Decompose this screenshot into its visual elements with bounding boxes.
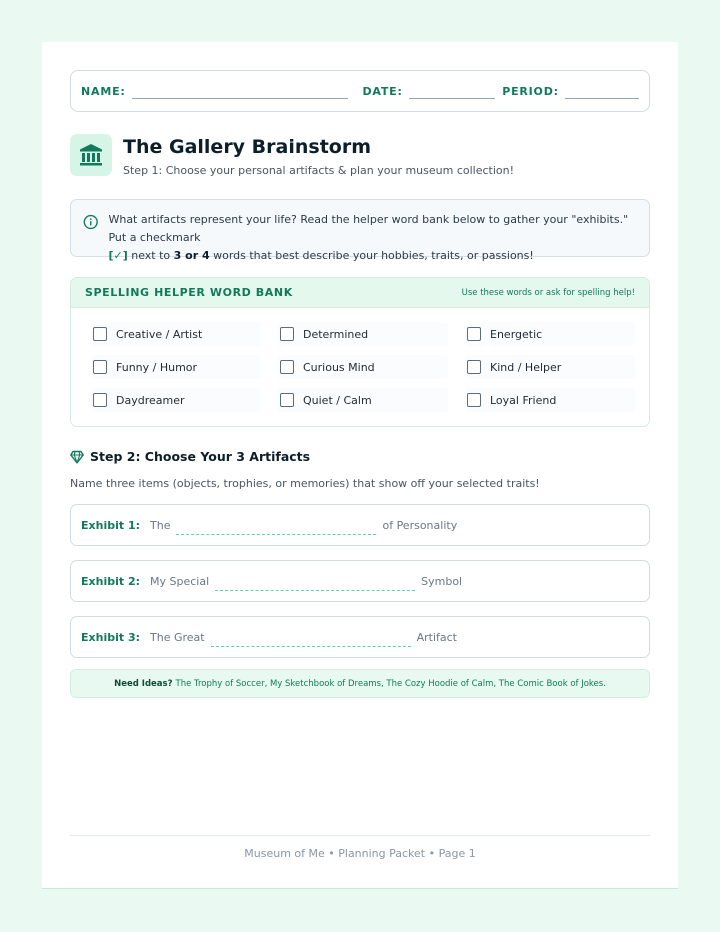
word-bank-item[interactable]	[278, 322, 448, 346]
exhibit-3-blank[interactable]	[211, 628, 411, 647]
word-bank-grid	[71, 308, 649, 426]
exhibit-label: Exhibit 3:	[81, 630, 140, 644]
name-label: NAME:	[81, 84, 126, 98]
checkbox[interactable]	[93, 360, 107, 374]
period-label: PERIOD:	[502, 84, 559, 98]
exhibit-2-blank[interactable]	[215, 572, 415, 591]
instructions-text	[108, 211, 637, 262]
word-bank-header	[71, 278, 649, 308]
checkbox[interactable]	[280, 360, 294, 374]
word-label: Funny / Humor	[116, 360, 198, 374]
word-bank-item[interactable]	[465, 355, 635, 379]
checkbox[interactable]	[280, 393, 294, 407]
page-content	[70, 70, 650, 698]
exhibit-prefix: The	[150, 518, 171, 532]
checkbox[interactable]	[93, 327, 107, 341]
checkbox[interactable]	[280, 327, 294, 341]
museum-icon	[70, 134, 112, 176]
word-bank-item[interactable]	[91, 355, 261, 379]
ideas-label: Need Ideas?	[114, 678, 173, 689]
word-label: Creative / Artist	[116, 327, 203, 341]
instructions-part3: words that best describe your hobbies, traits, or passions!	[209, 249, 534, 262]
instructions-count: 3 or 4	[173, 249, 210, 262]
word-label: Quiet / Calm	[303, 393, 372, 407]
worksheet-page	[42, 42, 678, 889]
word-bank-item[interactable]	[91, 388, 261, 412]
footer-divider	[70, 835, 650, 836]
info-icon	[83, 213, 98, 231]
word-label: Energetic	[490, 327, 543, 341]
exhibit-row	[70, 616, 650, 658]
word-bank-item[interactable]	[465, 322, 635, 346]
page-footer: Museum of Me • Planning Packet • Page 1	[244, 847, 476, 860]
instructions-part1: What artifacts represent your life? Read the helper word bank below to gather your "exhibits." Put a checkmark	[108, 213, 629, 244]
word-bank-note: Use these words or ask for spelling help!	[461, 287, 635, 298]
exhibit-row	[70, 560, 650, 602]
ideas-text: The Trophy of Soccer, My Sketchbook of Dreams, The Cozy Hoodie of Calm, The Comic Book of Jokes.	[175, 678, 606, 689]
exhibit-prefix: The Great	[150, 630, 205, 644]
word-label: Kind / Helper	[490, 360, 562, 374]
checkbox[interactable]	[467, 360, 481, 374]
instructions-box	[70, 199, 650, 262]
exhibit-prefix: My Special	[150, 574, 210, 588]
exhibit-suffix: Artifact	[416, 630, 457, 644]
checkbox[interactable]	[93, 393, 107, 407]
word-label: Determined	[303, 327, 369, 341]
name-field[interactable]	[132, 84, 349, 99]
word-label: Loyal Friend	[490, 393, 557, 407]
exhibit-label: Exhibit 1:	[81, 518, 140, 532]
step2-heading: Step 2: Choose Your 3 Artifacts	[90, 449, 311, 464]
word-bank-title: SPELLING HELPER WORD BANK	[85, 286, 293, 299]
word-bank	[70, 277, 650, 427]
student-info-box	[70, 70, 650, 112]
word-bank-item[interactable]	[278, 355, 448, 379]
date-field[interactable]	[409, 84, 496, 99]
page-title: The Gallery Brainstorm	[123, 136, 372, 158]
period-field[interactable]	[565, 84, 639, 99]
step2-description: Name three items (objects, trophies, or memories) that show off your selected traits!	[70, 477, 540, 490]
exhibit-suffix: of Personality	[382, 518, 458, 532]
step2-heading-row	[70, 449, 650, 464]
checkbox[interactable]	[467, 393, 481, 407]
word-bank-item[interactable]	[465, 388, 635, 412]
word-label: Daydreamer	[116, 393, 185, 407]
ideas-banner	[70, 669, 650, 698]
checkbox[interactable]	[467, 327, 481, 341]
word-bank-item[interactable]	[91, 322, 261, 346]
title-section	[70, 134, 650, 177]
exhibit-suffix: Symbol	[421, 574, 463, 588]
instructions-part2: next to	[127, 249, 174, 262]
checkmark-symbol: [✓]	[108, 249, 128, 262]
word-bank-item[interactable]	[278, 388, 448, 412]
gem-icon	[70, 450, 84, 464]
exhibit-1-blank[interactable]	[176, 516, 376, 535]
date-label: DATE:	[362, 84, 403, 98]
exhibit-row	[70, 504, 650, 546]
word-label: Curious Mind	[303, 360, 375, 374]
exhibit-label: Exhibit 2:	[81, 574, 140, 588]
page-subtitle: Step 1: Choose your personal artifacts & plan your museum collection!	[123, 164, 515, 177]
